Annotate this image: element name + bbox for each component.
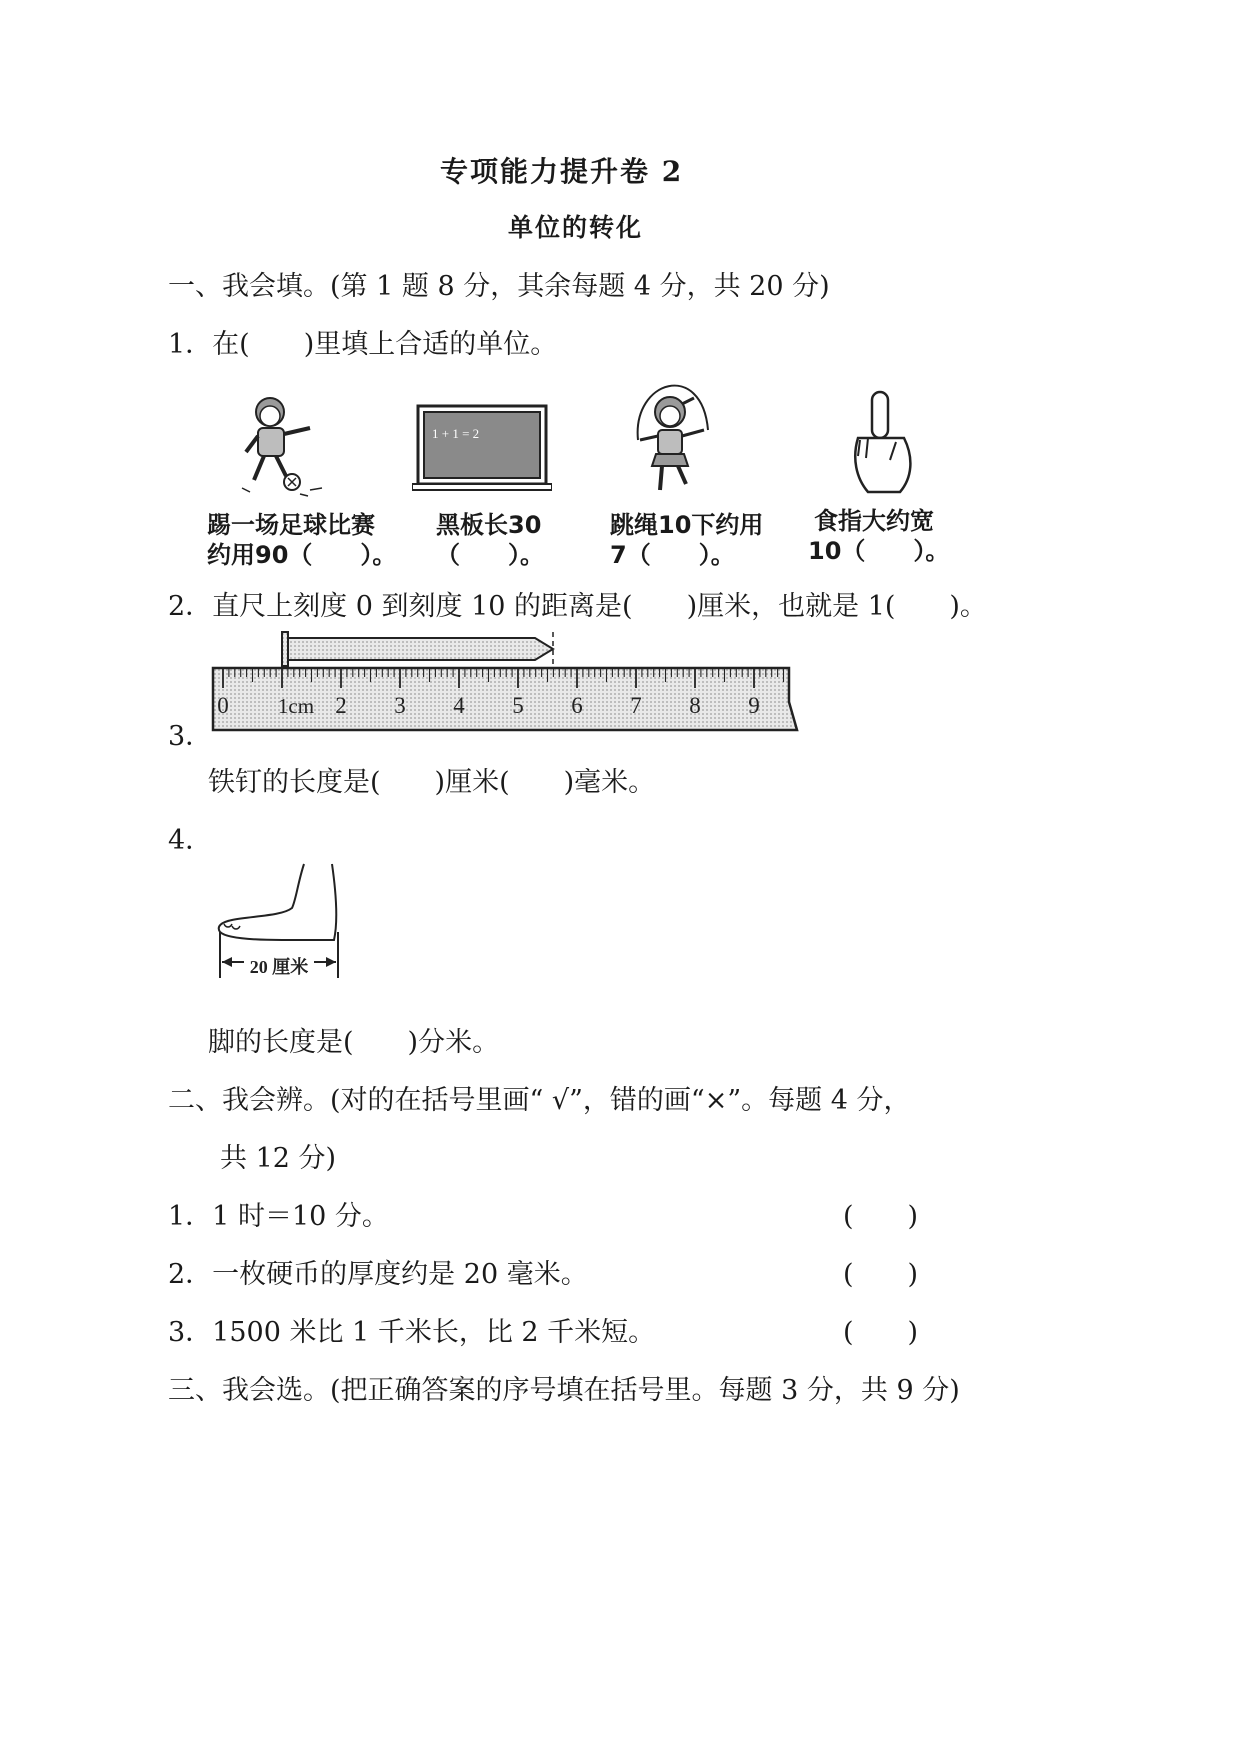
section2-heading-line2: 共 12 分) <box>220 1143 337 1174</box>
ruler-figure <box>205 628 805 738</box>
section2-heading-line1: 二、我会辨。(对的在括号里画“ √”，错的画“×”。每题 4 分， <box>168 1085 911 1116</box>
caption-soccer-line2: 约用90（ ）。 <box>207 541 397 569</box>
caption-jumprope-line2: 7（ ）。 <box>610 541 735 569</box>
q4-answer-text: 脚的长度是( )分米。 <box>208 1027 500 1058</box>
judge-answer-3[interactable]: ( ) <box>843 1317 919 1348</box>
caption-blackboard-line1: 黑板长30 <box>436 511 542 539</box>
ruler-label: 2 <box>335 693 347 718</box>
ruler-label: 1cm <box>277 694 315 718</box>
caption-jumprope-line1: 跳绳10下约用 <box>610 511 764 539</box>
blackboard-icon <box>412 404 552 494</box>
ruler-label: 4 <box>453 693 465 718</box>
jump-rope-girl-icon <box>622 370 722 500</box>
judge-item-2: 2．一枚硬币的厚度约是 20 毫米。 <box>168 1259 588 1290</box>
q3-answer-text: 铁钉的长度是( )厘米( )毫米。 <box>208 767 656 798</box>
q2-text: 2．直尺上刻度 0 到刻度 10 的距离是( )厘米，也就是 1( )。 <box>168 591 987 622</box>
index-finger-icon <box>842 388 922 498</box>
soccer-boy-icon <box>230 392 340 500</box>
q1-text: 1．在( )里填上合适的单位。 <box>168 329 558 360</box>
judge-item-3: 3．1500 米比 1 千米长，比 2 千米短。 <box>168 1317 656 1348</box>
caption-blackboard-line2: （ ）。 <box>436 541 544 569</box>
caption-finger-line1: 食指大约宽 <box>814 507 934 535</box>
ruler-label: 6 <box>571 693 583 718</box>
q4-number: 4． <box>168 825 213 856</box>
judge-item-1: 1．1 时＝10 分。 <box>168 1201 389 1232</box>
board-text: 1 + 1 = 2 <box>432 426 480 441</box>
caption-finger-line2: 10（ ）。 <box>808 537 950 565</box>
judge-answer-2[interactable]: ( ) <box>843 1259 919 1290</box>
page-title: 专项能力提升卷 2 <box>440 155 684 188</box>
foot-length-label: 20 厘米 <box>249 957 309 977</box>
caption-soccer-line1: 踢一场足球比赛 <box>207 511 375 539</box>
ruler-label: 5 <box>512 693 524 718</box>
section1-heading: 一、我会填。(第 1 题 8 分，其余每题 4 分，共 20 分) <box>168 271 830 302</box>
ruler-label: 0 <box>217 693 229 718</box>
ruler-label: 7 <box>630 693 642 718</box>
q3-number: 3． <box>168 721 213 752</box>
page-subtitle: 单位的转化 <box>508 213 644 242</box>
foot-icon <box>219 864 336 940</box>
ruler-label: 9 <box>748 693 760 718</box>
judge-answer-1[interactable]: ( ) <box>843 1201 919 1232</box>
ruler-label: 3 <box>394 693 406 718</box>
foot-figure <box>212 862 352 992</box>
nail-icon <box>282 632 553 666</box>
section3-heading: 三、我会选。(把正确答案的序号填在括号里。每题 3 分，共 9 分) <box>168 1375 960 1406</box>
ruler-label: 8 <box>689 693 701 718</box>
